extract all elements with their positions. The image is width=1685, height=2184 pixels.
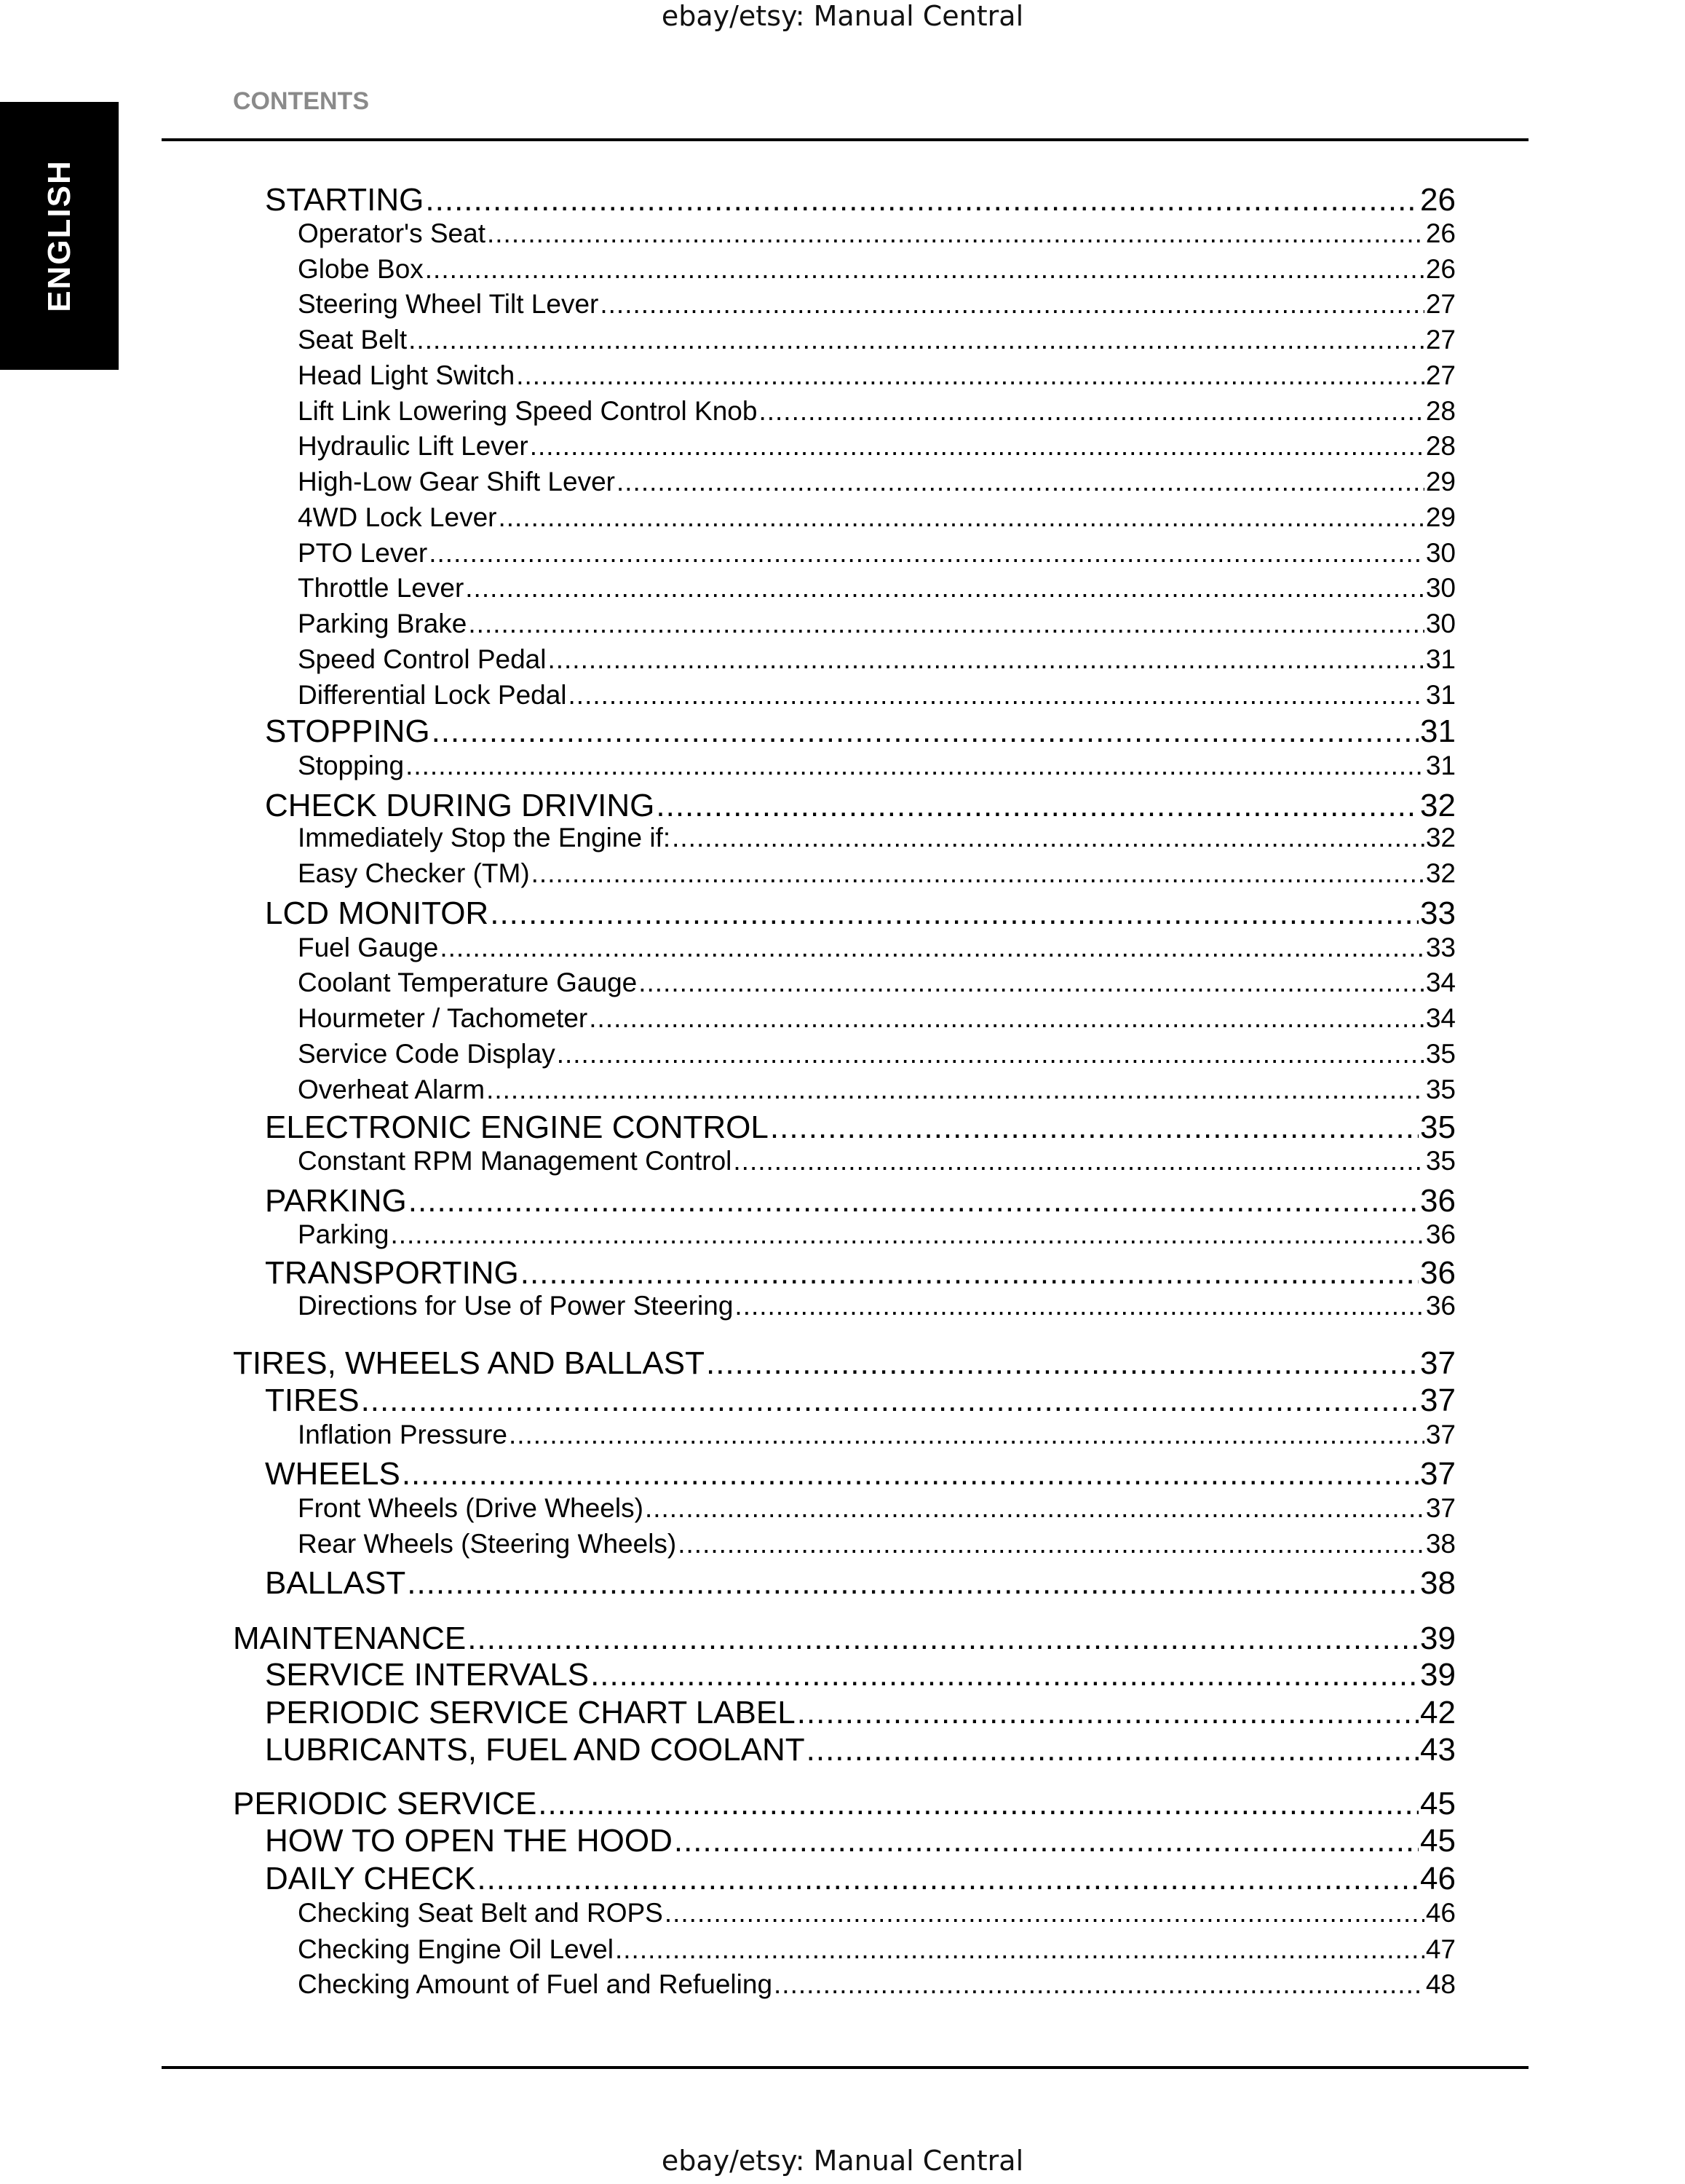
watermark-bottom: ebay/etsy: Manual Central (661, 2145, 1024, 2177)
toc-entry-title: Globe Box (298, 254, 424, 284)
toc-entry[interactable] (298, 218, 1456, 249)
toc-entry[interactable] (298, 858, 1456, 889)
toc-entry[interactable] (265, 1823, 1456, 1859)
toc-entry-page: 47 (1425, 1934, 1456, 1964)
toc-entry[interactable] (265, 1861, 1456, 1897)
toc-entry-page: 30 (1425, 573, 1456, 603)
toc-entry-page: 36 (1425, 1291, 1456, 1321)
toc-entry[interactable] (298, 1003, 1456, 1034)
toc-entry-title: 4WD Lock Lever (298, 502, 497, 532)
toc-dot-leader (645, 1493, 1424, 1524)
toc-entry-title: STARTING (265, 182, 424, 218)
toc-entry[interactable] (298, 1529, 1456, 1559)
toc-entry[interactable] (298, 1291, 1456, 1321)
toc-entry[interactable] (265, 1732, 1456, 1768)
toc-entry-title: Operator's Seat (298, 218, 485, 248)
toc-entry-title: LUBRICANTS, FUEL AND COOLANT (265, 1732, 805, 1768)
header-rule (162, 138, 1529, 141)
toc-entry-title: Lift Link Lowering Speed Control Knob (298, 396, 758, 426)
toc-dot-leader (568, 680, 1424, 711)
toc-dot-leader (520, 1255, 1419, 1291)
toc-entry-page: 30 (1425, 538, 1456, 568)
toc-entry-title: Checking Amount of Fuel and Refueling (298, 1969, 773, 1999)
toc-entry[interactable] (298, 1146, 1456, 1176)
toc-entry-title: MAINTENANCE (233, 1621, 467, 1656)
toc-entry-page: 34 (1425, 1003, 1456, 1033)
toc-entry-title: Checking Seat Belt and ROPS (298, 1898, 663, 1928)
toc-entry-page: 46 (1420, 1861, 1456, 1896)
toc-dot-leader (806, 1732, 1419, 1768)
toc-entry[interactable] (298, 1898, 1456, 1928)
toc-entry-title: Constant RPM Management Control (298, 1146, 732, 1176)
toc-entry-page: 34 (1425, 968, 1456, 997)
toc-entry-title: PERIODIC SERVICE (233, 1786, 537, 1821)
toc-entry-page: 37 (1425, 1420, 1456, 1449)
toc-dot-leader (797, 1695, 1419, 1731)
toc-entry-page: 36 (1420, 1183, 1456, 1219)
toc-entry-page: 31 (1425, 680, 1456, 710)
toc-entry-page: 43 (1420, 1732, 1456, 1768)
toc-entry[interactable] (298, 360, 1456, 391)
toc-dot-leader (408, 325, 1424, 355)
toc-entry-page: 28 (1425, 431, 1456, 461)
toc-entry-title: TIRES, WHEELS AND BALLAST (233, 1345, 705, 1381)
toc-entry-title: Hourmeter / Tachometer (298, 1003, 588, 1033)
toc-dot-leader (490, 895, 1419, 932)
toc-entry[interactable] (265, 1183, 1456, 1219)
toc-dot-leader (615, 1934, 1424, 1965)
toc-entry-page: 35 (1425, 1039, 1456, 1069)
toc-entry[interactable] (298, 968, 1456, 998)
toc-entry[interactable] (265, 1382, 1456, 1419)
toc-entry[interactable] (298, 502, 1456, 533)
toc-entry[interactable] (298, 467, 1456, 497)
toc-dot-leader (468, 609, 1424, 639)
toc-dot-leader (557, 1039, 1424, 1069)
toc-entry-title: Inflation Pressure (298, 1420, 507, 1449)
toc-entry-page: 35 (1425, 1146, 1456, 1176)
toc-entry-title: Coolant Temperature Gauge (298, 968, 638, 997)
toc-dot-leader (706, 1345, 1419, 1382)
toc-entry-title: PERIODIC SERVICE CHART LABEL (265, 1695, 796, 1730)
toc-dot-leader (487, 218, 1424, 249)
toc-entry[interactable] (265, 1695, 1456, 1731)
toc-dot-leader (665, 1898, 1424, 1928)
toc-entry-page: 31 (1425, 644, 1456, 674)
toc-entry-page: 33 (1425, 933, 1456, 962)
toc-entry-page: 37 (1420, 1382, 1456, 1418)
toc-entry-title: Differential Lock Pedal (298, 680, 567, 710)
toc-entry-title: TIRES (265, 1382, 360, 1418)
toc-dot-leader (465, 573, 1424, 604)
toc-entry-page: 37 (1425, 1493, 1456, 1523)
toc-entry[interactable] (298, 431, 1456, 462)
toc-entry-title: Overheat Alarm (298, 1075, 485, 1104)
toc-entry-page: 42 (1420, 1695, 1456, 1730)
toc-entry[interactable] (298, 254, 1456, 285)
toc-dot-leader (590, 1657, 1419, 1693)
toc-entry-title: Parking Brake (298, 609, 467, 638)
toc-entry-title: PTO Lever (298, 538, 428, 568)
toc-entry[interactable] (298, 1039, 1456, 1069)
toc-entry-title: Checking Engine Oil Level (298, 1934, 614, 1964)
toc-entry-page: 45 (1420, 1823, 1456, 1859)
toc-entry[interactable] (298, 933, 1456, 963)
section-header: CONTENTS (233, 87, 369, 115)
toc-dot-leader (672, 823, 1424, 853)
toc-entry-title: WHEELS (265, 1456, 400, 1492)
toc-dot-leader (600, 289, 1424, 320)
toc-entry-page: 30 (1425, 609, 1456, 638)
toc-entry-title: Rear Wheels (Steering Wheels) (298, 1529, 677, 1559)
toc-dot-leader (733, 1146, 1424, 1176)
toc-entry-title: TRANSPORTING (265, 1255, 519, 1291)
toc-dot-leader (432, 713, 1419, 750)
toc-dot-leader (547, 644, 1424, 675)
toc-entry-title: CHECK DURING DRIVING (265, 788, 655, 823)
toc-entry-page: 27 (1425, 289, 1456, 319)
toc-entry-title: LCD MONITOR (265, 895, 489, 931)
toc-dot-leader (499, 502, 1424, 533)
toc-entry-page: 38 (1420, 1565, 1456, 1601)
toc-entry[interactable] (298, 680, 1456, 711)
toc-entry[interactable] (298, 644, 1456, 675)
toc-entry[interactable] (298, 538, 1456, 569)
toc-entry-page: 32 (1425, 823, 1456, 852)
toc-dot-leader (516, 360, 1424, 391)
toc-entry-title: Immediately Stop the Engine if: (298, 823, 671, 852)
toc-dot-leader (440, 933, 1424, 963)
toc-entry-page: 31 (1420, 713, 1456, 749)
toc-entry-page: 35 (1420, 1109, 1456, 1145)
toc-entry-title: Seat Belt (298, 325, 408, 355)
toc-dot-leader (770, 1109, 1419, 1146)
toc-entry-page: 36 (1420, 1255, 1456, 1291)
toc-entry-page: 27 (1425, 360, 1456, 390)
toc-dot-leader (531, 858, 1424, 889)
toc-dot-leader (616, 467, 1424, 497)
toc-dot-leader (734, 1291, 1424, 1321)
toc-dot-leader (429, 538, 1424, 569)
toc-dot-leader (390, 1219, 1424, 1250)
toc-entry[interactable] (233, 1786, 1456, 1822)
toc-dot-leader (467, 1621, 1419, 1657)
toc-entry[interactable] (298, 325, 1456, 355)
toc-entry-title: ELECTRONIC ENGINE CONTROL (265, 1109, 769, 1145)
toc-entry-title: BALLAST (265, 1565, 406, 1601)
toc-entry[interactable] (265, 1456, 1456, 1492)
toc-entry-title: PARKING (265, 1183, 407, 1219)
footer-rule (162, 2066, 1529, 2069)
toc-dot-leader (509, 1420, 1424, 1450)
toc-entry-page: 32 (1420, 788, 1456, 823)
toc-entry-title: Head Light Switch (298, 360, 515, 390)
toc-entry-page: 48 (1425, 1969, 1456, 1999)
toc-entry-page: 39 (1420, 1657, 1456, 1693)
toc-entry-title: Easy Checker (TM) (298, 858, 530, 888)
toc-entry[interactable] (298, 751, 1456, 781)
toc-entry-title: Hydraulic Lift Lever (298, 431, 528, 461)
toc-dot-leader (405, 751, 1424, 781)
toc-entry[interactable] (298, 609, 1456, 639)
toc-entry-title: STOPPING (265, 713, 430, 749)
watermark-top: ebay/etsy: Manual Central (661, 0, 1024, 32)
toc-entry[interactable] (265, 1255, 1456, 1291)
toc-dot-leader (408, 1183, 1419, 1219)
side-tab-label: ENGLISH (41, 159, 77, 312)
toc-entry-page: 35 (1425, 1075, 1456, 1104)
toc-entry-title: Steering Wheel Tilt Lever (298, 289, 599, 319)
toc-entry-page: 33 (1420, 895, 1456, 931)
toc-entry-page: 28 (1425, 396, 1456, 426)
toc-entry[interactable] (298, 289, 1456, 320)
toc-entry[interactable] (298, 1969, 1456, 2000)
toc-dot-leader (678, 1529, 1424, 1559)
toc-entry[interactable] (265, 788, 1456, 824)
toc-entry-page: 26 (1425, 218, 1456, 248)
toc-entry[interactable] (298, 396, 1456, 427)
toc-entry[interactable] (265, 713, 1456, 750)
toc-entry[interactable] (298, 573, 1456, 604)
toc-entry-page: 45 (1420, 1786, 1456, 1821)
toc-dot-leader (425, 182, 1419, 218)
toc-dot-leader (758, 396, 1424, 427)
toc-dot-leader (774, 1969, 1424, 2000)
toc-entry-title: HOW TO OPEN THE HOOD (265, 1823, 673, 1859)
toc-dot-leader (538, 1786, 1419, 1822)
toc-dot-leader (638, 968, 1424, 998)
language-side-tab (0, 102, 119, 370)
toc-entry[interactable] (265, 182, 1456, 218)
toc-entry-title: Front Wheels (Drive Wheels) (298, 1493, 643, 1523)
toc-entry-page: 36 (1425, 1219, 1456, 1249)
toc-entry-page: 26 (1420, 182, 1456, 218)
toc-dot-leader (402, 1456, 1419, 1492)
toc-entry-page: 29 (1425, 467, 1456, 496)
toc-dot-leader (407, 1565, 1419, 1602)
toc-entry[interactable] (298, 1493, 1456, 1524)
toc-dot-leader (486, 1075, 1424, 1105)
toc-entry-title: Directions for Use of Power Steering (298, 1291, 734, 1321)
toc-entry-page: 26 (1425, 254, 1456, 284)
toc-entry-title: Stopping (298, 751, 405, 780)
toc-entry[interactable] (265, 895, 1456, 932)
toc-entry[interactable] (233, 1345, 1456, 1382)
toc-entry-page: 38 (1425, 1529, 1456, 1559)
toc-dot-leader (656, 788, 1419, 824)
toc-dot-leader (589, 1003, 1424, 1034)
toc-entry[interactable] (233, 1621, 1456, 1657)
toc-entry-page: 31 (1425, 751, 1456, 780)
toc-dot-leader (530, 431, 1424, 462)
toc-entry-page: 39 (1420, 1621, 1456, 1656)
toc-dot-leader (674, 1823, 1419, 1859)
toc-entry[interactable] (298, 823, 1456, 853)
toc-entry-page: 32 (1425, 858, 1456, 888)
toc-entry[interactable] (298, 1075, 1456, 1105)
toc-dot-leader (425, 254, 1424, 285)
toc-entry[interactable] (298, 1934, 1456, 1965)
toc-entry-page: 46 (1425, 1898, 1456, 1928)
toc-entry-title: DAILY CHECK (265, 1861, 476, 1896)
toc-entry[interactable] (298, 1420, 1456, 1450)
toc-entry-title: SERVICE INTERVALS (265, 1657, 590, 1693)
toc-entry-title: Speed Control Pedal (298, 644, 547, 674)
toc-entry-page: 27 (1425, 325, 1456, 355)
toc-entry-page: 29 (1425, 502, 1456, 532)
toc-entry-page: 37 (1420, 1345, 1456, 1381)
toc-entry-page: 37 (1420, 1456, 1456, 1492)
toc-entry-title: Parking (298, 1219, 389, 1249)
toc-dot-leader (361, 1382, 1419, 1419)
toc-entry[interactable] (265, 1657, 1456, 1693)
toc-entry-title: High-Low Gear Shift Lever (298, 467, 615, 496)
toc-dot-leader (477, 1861, 1419, 1897)
toc-entry[interactable] (265, 1109, 1456, 1146)
toc-entry-title: Throttle Lever (298, 573, 464, 603)
toc-entry-title: Fuel Gauge (298, 933, 439, 962)
toc-entry-title: Service Code Display (298, 1039, 555, 1069)
toc-entry[interactable] (298, 1219, 1456, 1250)
toc-entry[interactable] (265, 1565, 1456, 1602)
